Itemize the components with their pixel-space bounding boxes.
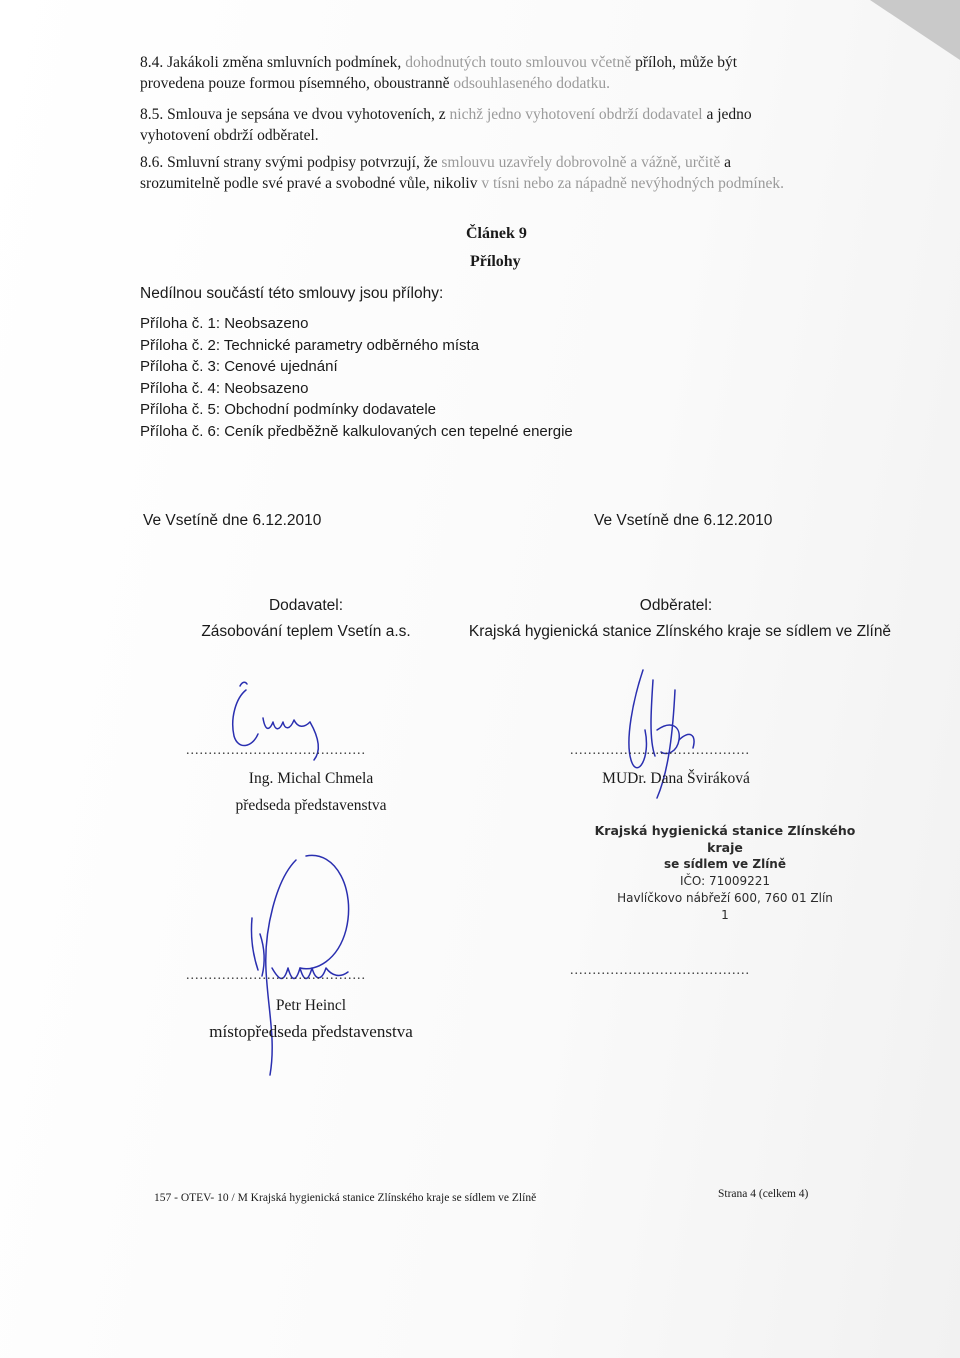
clause-text: provedena pouze formou písemného, oboustranně: [140, 75, 450, 92]
stamp-line: se sídlem ve Zlíně: [664, 857, 786, 871]
supplier-signature-line-2: ........................................: [186, 968, 366, 983]
clause-text: srozumitelně podle své pravé a svobodné vůle, nikoliv: [140, 175, 478, 192]
clause-8-6: [140, 152, 850, 194]
document-footer-reference: 157 - OTEV- 10 / M Krajská hygienická stanice Zlínského kraje se sídlem ve Zlíně: [154, 1192, 537, 1204]
clause-faded-text: smlouvu uzavřely dobrovolně a vážně, určitě: [441, 154, 721, 171]
supplier-signer1-name: Ing. Michal Chmela: [248, 770, 374, 787]
supplier-role: Dodavatel:: [268, 597, 344, 614]
article-title: Přílohy: [470, 253, 521, 270]
clause-8-5: [140, 104, 850, 146]
attachment-item: Příloha č. 4: Neobsazeno: [140, 379, 309, 397]
stamp-line: 1: [721, 908, 729, 922]
clause-text: a: [724, 154, 732, 171]
clause-faded-text: odsouhlaseného dodatku.: [453, 75, 611, 92]
supplier-name: Zásobování teplem Vsetín a.s.: [201, 623, 411, 640]
clause-text: 8.4. Jakákoli změna smluvních podmínek,: [140, 54, 402, 71]
attachment-item: Příloha č. 2: Technické parametry odběrného místa: [140, 336, 480, 354]
attachment-item: Příloha č. 5: Obchodní podmínky dodavatele: [140, 401, 437, 418]
stamp-line: IČO: 71009221: [679, 874, 771, 888]
clause-text: 8.6. Smluvní strany svými podpisy potvrzují, že: [140, 154, 438, 171]
supplier-signer2-title: místopředseda představenstva: [209, 1022, 413, 1041]
clause-text: příloh, může být: [635, 54, 738, 71]
customer-signature-line: ........................................: [570, 743, 750, 758]
customer-role: Odběratel:: [639, 597, 713, 614]
attachment-item: Příloha č. 3: Cenové ujednání: [140, 358, 338, 375]
attachments-list: [140, 313, 573, 442]
attachment-item: Příloha č. 6: Ceník předběžně kalkulovaných cen tepelné energie: [140, 422, 573, 440]
clause-text: vyhotovení obdrží odběratel.: [140, 127, 319, 144]
stamp-line: Krajská hygienická stanice Zlínského kraje: [594, 823, 856, 855]
supplier-signer2-name: Petr Heincl: [275, 997, 347, 1014]
stamp-line: Havlíčkovo nábřeží 600, 760 01 Zlín: [617, 891, 833, 905]
clause-text: 8.5. Smlouva je sepsána ve dvou vyhotoveních, z: [140, 106, 446, 123]
customer-place-date: Ve Vsetíně dne 6.12.2010: [594, 512, 773, 529]
clause-faded-text: nichž jedno vyhotovení obdrží dodavatel: [449, 106, 703, 123]
attachments-intro: Nedílnou součástí této smlouvy jsou přílohy:: [140, 285, 444, 302]
clause-faded-text: dohodnutých touto smlouvou včetně: [405, 54, 632, 71]
supplier-signature-line-1: ........................................: [186, 743, 366, 758]
article-number: Článek 9: [466, 225, 527, 242]
supplier-signer1-title: předseda představenstva: [235, 797, 387, 814]
clause-faded-text: v tísni nebo za nápadně nevýhodných podmínek.: [481, 175, 784, 192]
page-corner-fold: [870, 0, 960, 60]
customer-name: Krajská hygienická stanice Zlínského kraje se sídlem ve Zlíně: [468, 623, 892, 640]
customer-signature-line-2: ........................................: [570, 963, 750, 978]
page-number: Strana 4 (celkem 4): [718, 1188, 809, 1200]
customer-signer-name: MUDr. Dana Šviráková: [602, 770, 750, 787]
clause-text: a jedno: [706, 106, 752, 123]
attachment-item: Příloha č. 1: Neobsazeno: [140, 315, 309, 332]
official-stamp: [590, 822, 860, 924]
signature-heincl: [236, 850, 386, 1080]
supplier-place-date: Ve Vsetíně dne 6.12.2010: [143, 512, 322, 529]
clause-8-4: [140, 52, 850, 94]
